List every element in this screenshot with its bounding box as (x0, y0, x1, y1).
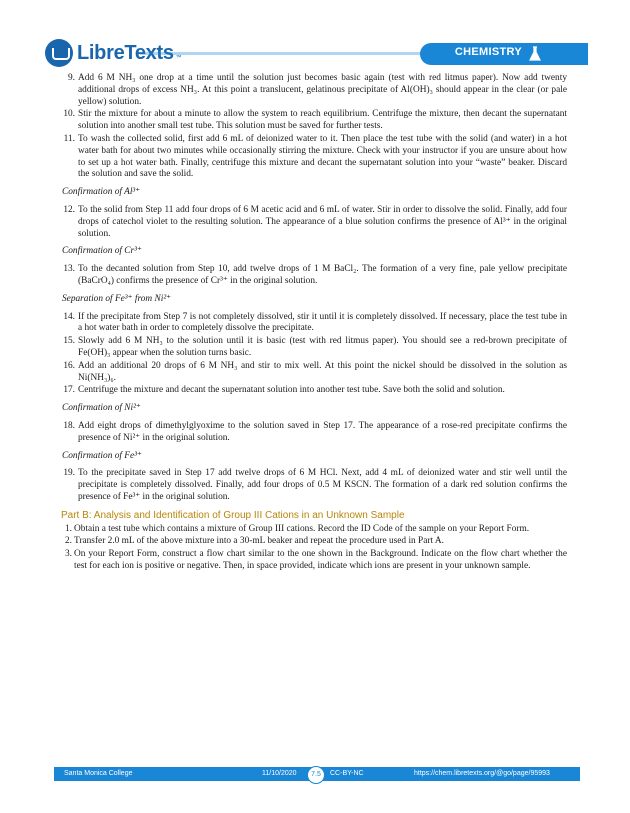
footer-college: Santa Monica College (64, 770, 133, 777)
step-text: Add an additional 20 drops of 6 M NH₃ and stir to mix well. At this point the nickel should be dissolved in the solution as Ni(NH₃)₆. (78, 360, 567, 383)
step-text: Slowly add 6 M NH₃ to the solution until it is basic (test with red litmus paper). You should see a red-brown precipitate of Fe(OH)₃ appear when the solution turns basic. (78, 336, 567, 358)
step-number: 18. (63, 420, 75, 431)
procedure-step (62, 134, 567, 181)
document-body (62, 73, 567, 574)
step-text: To wash the collected solid, first add 6 mL of deionized water to it. Then place the test tube with the solid (and water) in a hot water bath for about two minutes while occasionally stirring the mixture. Check with your instructor if you are unsure about how to set up a hot water bath. Finally, centrifuge this mixture and decant the supernatant solution into your “waste” beaker. Discard the solution and save the solid. (78, 133, 567, 180)
subheading-separation-fe-ni: Separation of Fe³⁺ from Ni²⁺ (62, 293, 172, 304)
step-number: 14. (63, 311, 75, 322)
step-19 (62, 468, 567, 503)
step-number: 9. (67, 73, 75, 83)
part-b-list (62, 524, 567, 573)
footer-date: 11/10/2020 (262, 770, 297, 777)
subject-banner[interactable] (420, 43, 588, 65)
step-text: Stir the mixture for about a minute to allow the system to reach equilibrium. Centrifuge the mixture, then decant the supernatant solution into another small test tube. This solution must be saved for further tests. (78, 109, 567, 132)
procedure-step (62, 385, 567, 397)
step-18 (62, 421, 567, 445)
step-text: On your Report Form, construct a flow chart similar to the one shown in the Background. Indicate on the flow chart whether the test for each ion is positive or negative. Then, in space provided, indicate which ions are present in your unknown sample. (74, 549, 567, 571)
step-list (62, 312, 567, 398)
step-number: 15. (63, 336, 75, 347)
step-number: 2. (64, 536, 72, 547)
step-list (62, 73, 567, 181)
subheading-confirmation-ni: Confirmation of Ni²⁺ (62, 403, 141, 414)
step-number: 16. (63, 360, 75, 371)
subject-label: CHEMISTRY (454, 46, 522, 58)
footer-url-link[interactable]: https://chem.libretexts.org/@go/page/95993 (414, 770, 550, 777)
step-number: 13. (63, 264, 75, 275)
footer-license[interactable]: CC-BY-NC (330, 770, 364, 777)
part-b-heading: Part B: Analysis and Identification of Group III Cations in an Unknown Sample (61, 509, 405, 521)
subheading-confirmation-cr: Confirmation of Cr³⁺ (62, 246, 142, 257)
step-text: To the solid from Step 11 add four drops of 6 M acetic acid and 6 mL of water. Stir in order to dissolve the solid. Finally, add four drops of catechol violet to the resulting solution. The appearance of a blue solution confirms the presence of Al³⁺ in the original solution. (78, 204, 567, 239)
footer-bar (54, 767, 580, 781)
step-text: If the precipitate from Step 7 is not completely dissolved, stir it until it is completely dissolved. If necessary, place the test tube in a hot water bath in order to completely dissolve the precipitate. (78, 311, 567, 334)
logo-text: LibreTexts (77, 41, 174, 64)
procedure-step (62, 312, 567, 336)
step-text: Add eight drops of dimethylglyoxime to the solution saved in Step 17. The appearance of a rose-red precipitate confirms the presence of Ni²⁺ in the original solution. (78, 420, 567, 443)
step-text: Obtain a test tube which contains a mixture of Group III cations. Record the ID Code of the sample on your Report Form. (74, 523, 530, 534)
part-b-step (62, 536, 567, 548)
part-b-step (62, 524, 567, 536)
step-text: Add 6 M NH₃ one drop at a time until the solution just becomes basic again (test with red litmus paper). Now add twenty additional drops of excess NH₃. At this point a translucent, gelatinous precipitate of Al(OH)₃ should appear in the clear (or pale yellow) solution. (78, 73, 567, 107)
step-number: 3. (64, 549, 72, 560)
step-number: 12. (63, 204, 75, 215)
flask-icon (528, 46, 542, 62)
step-text: Centrifuge the mixture and decant the supernatant solution into another test tube. Save both the solid and solution. (78, 385, 505, 396)
step-number: 1. (64, 523, 72, 534)
libretexts-logo-icon (45, 39, 73, 67)
subheading-confirmation-fe: Confirmation of Fe³⁺ (62, 450, 142, 461)
procedure-step (62, 109, 567, 133)
procedure-step (62, 361, 567, 385)
step-text: To the precipitate saved in Step 17 add twelve drops of 6 M HCl. Next, add 4 mL of deionized water and stir well until the precipitate is completely dissolved. Finally, add four drops of 0.5 M KSCN. The formation of a dark red solution confirms the presence of Fe³⁺ in the original solution. (78, 468, 567, 502)
step-number: 11. (63, 133, 75, 144)
footer-page-number: 7.5 (307, 766, 325, 784)
subheading-confirmation-al: Confirmation of Al³⁺ (62, 187, 141, 198)
step-12 (62, 205, 567, 240)
procedure-step (62, 336, 567, 360)
logo-trademark: ™ (175, 55, 182, 61)
step-number: 10. (63, 109, 75, 120)
step-text: Transfer 2.0 mL of the above mixture into a 30-mL beaker and repeat the procedure used in Part A. (74, 536, 444, 547)
part-b-step (62, 549, 567, 573)
header-rule (140, 52, 430, 55)
procedure-step (62, 73, 567, 108)
step-13 (62, 264, 567, 288)
step-number: 19. (63, 468, 75, 479)
step-number: 17. (63, 385, 75, 396)
step-text: To the decanted solution from Step 10, add twelve drops of 1 M BaCl₂. The formation of a very fine, pale yellow precipitate (BaCrO₄) confirms the presence of Cr³⁺ in the original solution. (78, 264, 567, 286)
